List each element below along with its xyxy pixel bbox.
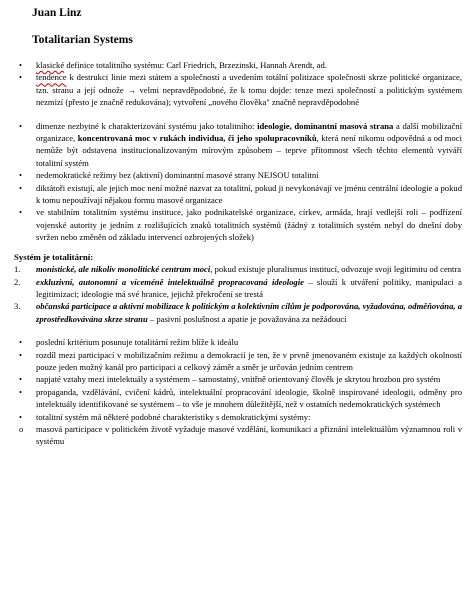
circle-bullet-icon: o xyxy=(19,423,24,434)
bullet-icon: • xyxy=(19,386,23,397)
list-item: • dimenze nezbytné k charakterizování systému jako totalitního: ideologie, dominantní masová strana a další mobilizační organizace, koncentrovaná moc v rukách individua, či jeho spolupracovníků, která není nikomu odpovědná a od moci nemůže být odstavena institucionalizovaným mírovým způsobem – teprve přítomnost všech těchto elementů vytváří totalitní systém xyxy=(19,120,462,168)
list-item-text: totalitní systém má některé podobné charakteristiky s demokratickými systémy: xyxy=(36,411,311,422)
sub-list-item xyxy=(14,423,462,448)
bullet-icon: • xyxy=(19,60,23,70)
list-item-text: k destrukci linie mezi státem a společností a uvedením totální politizace společnosti skrze politické organizace, tzn. stranu a její odnože → velmi nepravděpodobné, že k tomu dojde: tenze mezi společností a politickým systémem nezmizí (přesto je značně redukována); vytvoření „nového člověka" značně nepravděpodobné xyxy=(36,72,462,108)
bullet-icon: • xyxy=(19,72,23,83)
list-item xyxy=(14,411,462,423)
bullet-icon: • xyxy=(19,411,23,422)
document-title: Totalitarian Systems xyxy=(32,34,133,46)
numbered-item: 3. občanská participace a aktivní mobilizace k politickým a kolektivním cílům je podporována, vyžadována, odměňována, a zprostředkovávána skrze stranu – pasivní poslušnost a apatie je považována za nežádoucí xyxy=(14,301,462,324)
list-item xyxy=(14,206,462,243)
author-name: Juan Linz xyxy=(32,7,82,19)
bullet-icon: • xyxy=(19,349,23,360)
list-item-text: nedemokratické režimy bez (aktivní) dominantní masové strany NEJSOU totalitní xyxy=(36,170,319,181)
list-item xyxy=(14,59,462,71)
list-item-text: diktátoři existují, ale jejich moc není možné nazvat za totalitní, pokud ji nevykonávají ve jménu centrální ideologie a pokud k tomu nepoužívají nějakou formu masové organizace xyxy=(36,182,462,206)
list-item xyxy=(14,336,462,348)
list-item xyxy=(14,71,462,108)
numbered-item: 2. exkluzivní, autonomní a víceméně intelektuálně propracovaná ideologie – slouží k utváření politiky, manipulaci a legitimizaci; ideologie má své hranice, jejichž překročení se trestá xyxy=(14,276,462,299)
list-item-text: napjaté vztahy mezi intelektuály a systémem – samostatný, vnitřně orientovaný člověk je skrytou hrozbou pro systém xyxy=(36,374,441,385)
bullet-icon: • xyxy=(19,337,23,348)
bullet-icon: • xyxy=(19,182,23,193)
bullet-icon: • xyxy=(19,120,23,131)
list-item-text: definice totalitního systému: Carl Friedrich, Brzezinski, Hannah Arendt, ad. xyxy=(64,60,327,70)
list-item xyxy=(14,169,462,181)
numbered-item: 1. monistické, ale nikoliv monolitické centrum moci, pokud existuje pluralismus institucí, odvozuje svoji legitimitu od centra xyxy=(14,264,462,275)
list-item-text: poslední kritérium posunuje totalitární režim blíže k ideálu xyxy=(36,337,239,348)
list-item-text: rozdíl mezi participací v mobilizačním režimu a demokracií je ten, že v prvně jmenovaném existuje za každých okolností pouze jeden možný kanál pro participaci a celkový záměr a směr je určován jedním centrem xyxy=(36,349,462,372)
section-participation xyxy=(14,336,462,448)
list-item xyxy=(14,349,462,374)
bullet-icon: • xyxy=(19,374,23,385)
section-dimensions xyxy=(14,120,462,244)
bullet-icon: • xyxy=(19,207,23,218)
section-criteria xyxy=(14,251,462,325)
spellcheck-word: klasické xyxy=(36,60,65,70)
list-item xyxy=(14,373,462,385)
list-item xyxy=(14,386,462,411)
bullet-icon: • xyxy=(19,170,23,181)
list-item-text: ve stabilním totalitním systému instituce, jako podnikatelské organizace, církev, armáda, hrají vedlejší roli – podřízení vojenské autority je jedním z rozlišujících znaků totalitních systémů (žádný z totalitních systém nebyl do dnešní doby svržen nebo změněn od základu intervencí ozbrojených složek) xyxy=(36,207,462,243)
section-heading: Systém je totalitární: xyxy=(14,251,94,262)
spellcheck-word: tendence xyxy=(36,72,67,83)
list-item-text: propaganda, vzdělávání, cvičení kádrů, intelektuální propracování ideologie, školně inspirované ideologii, odměny pro intelektuály identifikované se systémem – to vše je mnohem důležitější, než v ostatních nedemokratických systémech xyxy=(36,386,462,410)
list-item xyxy=(14,182,462,207)
list-item-text: masová participace v politickém životě vyžaduje masové vzdělání, komunikaci a přiznání intelektuálům významnou roli v systému xyxy=(36,423,462,447)
section-intro xyxy=(14,59,462,109)
